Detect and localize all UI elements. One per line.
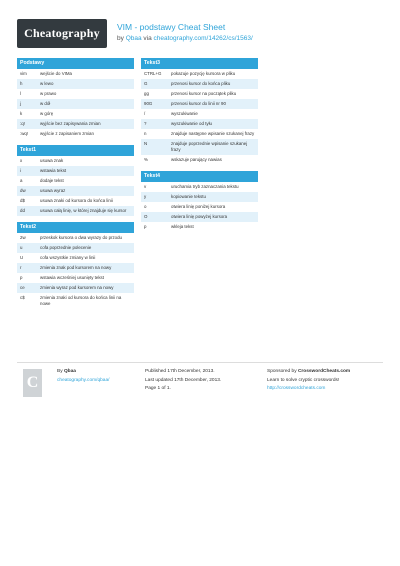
table-row [17,79,134,89]
sponsor-link[interactable]: http://crosswordcheats.com [267,386,326,391]
command-key: gg [144,91,149,96]
command-description: znajduje poprzednie wpisanie szukanej frazy [171,141,248,152]
footer-by-prefix: By [57,369,63,374]
page-count: Page 1 of 1. [145,386,171,391]
command-description: zmienia znak pod kursorem na nowy [40,265,112,270]
command-key: vim [20,71,27,76]
sheet-url-link[interactable]: cheatography.com/14262/cs/1563/ [153,35,253,42]
table-row [141,79,258,89]
command-key: a [20,178,23,183]
table-row [17,129,134,139]
command-description: przenosi kursor na początek pliku [171,91,237,96]
byline-prefix: by [117,35,124,42]
table-row [141,139,258,155]
section-title: Tekst3 [141,58,258,69]
table-row [141,119,258,129]
command-key: y [144,194,147,199]
sponsor-tagline: Learn to solve cryptic crosswords! [267,377,340,383]
table-row [17,186,134,196]
command-key: U [20,255,24,260]
section-rows [17,69,134,139]
command-description: przeskok kursora o dwa wyrazy do przodu [40,235,122,240]
command-key: x [20,158,23,163]
command-key: 90G [144,101,153,106]
command-description: cofa wszystkie zmiany w linii [40,255,96,260]
command-key: r [20,265,22,270]
command-description: wyjście bez zapisywania zmian [40,121,101,126]
table-row [17,99,134,109]
command-description: przenosi kursor do końca pliku [171,81,231,86]
command-description: uruchamia tryb zaznaczania tekstu [171,184,239,189]
section-title: Tekst2 [17,222,134,233]
table-row [141,182,258,192]
section-title: Tekst4 [141,171,258,182]
command-description: w lewo [40,81,54,86]
table-row [141,109,258,119]
table-row [17,293,134,309]
section-tekst2 [17,222,134,309]
table-row [141,129,258,139]
command-key: l [20,91,21,96]
command-description: otwiera linię powyżej kursora [171,214,228,219]
table-row [141,202,258,212]
table-row [17,109,134,119]
command-key: :wq! [20,131,29,136]
table-row [17,69,134,79]
command-key: ? [144,121,147,126]
footer-dates [145,368,221,394]
table-row [17,253,134,263]
cheatography-logo[interactable]: Cheatography [17,19,107,48]
table-row [141,155,258,165]
command-description: wyszukiwanie od tyłu [171,121,212,126]
table-row [141,89,258,99]
command-description: wejście do VIMa [40,71,72,76]
command-key: dw [20,188,26,193]
section-rows [17,156,134,216]
command-key: CTRL+G [144,71,162,76]
command-key: p [144,224,147,229]
footer-author-link[interactable]: cheatography.com/qbaa/ [57,377,110,383]
command-key: O [144,214,148,219]
command-description: usuwa całą linię, w której znajduje się kursor [40,208,127,213]
command-description: kopiowanie tekstu [171,194,206,199]
command-description: w dół [40,101,51,106]
command-key: ce [20,285,25,290]
command-key: / [144,111,146,116]
section-rows [141,182,258,232]
command-key: dd [20,208,25,213]
command-key: k [20,111,23,116]
table-row [141,192,258,202]
command-key: n [144,131,147,136]
command-description: otwiera linię poniżej kursora [171,204,226,209]
section-title: Tekst1 [17,145,134,156]
command-description: pokazuje pozycję kursora w pliku [171,71,236,76]
table-row [17,176,134,186]
command-key: % [144,157,148,162]
section-rows [141,69,258,165]
table-row [17,263,134,273]
command-key: u [20,245,23,250]
command-key: p [20,275,23,280]
command-description: usuwa znak [40,158,64,163]
table-row [17,283,134,293]
table-row [17,166,134,176]
command-key: G [144,81,148,86]
column-left [17,58,134,315]
command-key: j [20,101,21,106]
section-title: Podstawy [17,58,134,69]
command-description: cofa poprzednie polecenie [40,245,92,250]
sponsor-prefix: Sponsored by [267,369,297,374]
command-description: w górę [40,111,54,116]
column-right [141,58,258,238]
table-row [17,89,134,99]
command-key: i [20,168,21,173]
command-key: :q! [20,121,25,126]
published-date: Published 17th December, 2013. [145,369,215,374]
table-row [17,119,134,129]
table-row [17,156,134,166]
sponsor-name[interactable]: CrosswordCheats.com [297,369,351,374]
table-row [141,69,258,79]
command-description: wyjście z zapisaniem zmian [40,131,94,136]
updated-date: Last updated 17th December, 2013. [145,377,222,383]
section-tekst1 [17,145,134,216]
section-tekst4 [141,171,258,232]
footer-author-name[interactable]: Qbaa [63,369,76,374]
command-description: wskazuje parujący nawias [171,157,222,162]
byline [117,35,253,42]
command-description: usuwa wyraz [40,188,66,193]
section-podstawy [17,58,134,139]
table-row [141,222,258,232]
author-link[interactable]: Qbaa [125,35,142,42]
command-description: przenosi kursor do linii nr 90 [171,101,226,106]
table-row [141,212,258,222]
command-description: wstawia tekst [40,168,67,173]
footer-sponsor [267,368,350,394]
command-description: wyszukiwanie [171,111,198,116]
table-row [17,196,134,206]
table-row [17,273,134,283]
command-description: usuwa znaki od kursora do końca linii [40,198,113,203]
section-tekst3 [141,58,258,165]
command-description: w prawo [40,91,57,96]
command-key: c$ [20,295,25,300]
command-description: zmienia znaki od kursora do końca linii na nowe [40,295,122,306]
table-row [17,233,134,243]
author-avatar: C [23,369,42,397]
command-key: N [144,141,148,146]
page-footer [17,362,383,404]
table-row [17,243,134,253]
command-description: wstawia wcześniej usunięty tekst [40,275,104,280]
section-rows [17,233,134,309]
page-title: VIM - podstawy Cheat Sheet [117,22,226,32]
command-description: wkleja tekst [171,224,194,229]
byline-via: via [143,35,152,42]
command-key: v [144,184,147,189]
command-key: o [144,204,147,209]
command-key: 2w [20,235,26,240]
command-key: h [20,81,23,86]
table-row [17,206,134,216]
command-key: d$ [20,198,25,203]
table-row [141,99,258,109]
command-description: znajduje następne wpisanie szukanej frazy [171,131,255,136]
command-description: dodaje tekst [40,178,64,183]
command-description: zmienia wyraz pod kursorem na nowy [40,285,114,290]
footer-author [57,368,109,385]
